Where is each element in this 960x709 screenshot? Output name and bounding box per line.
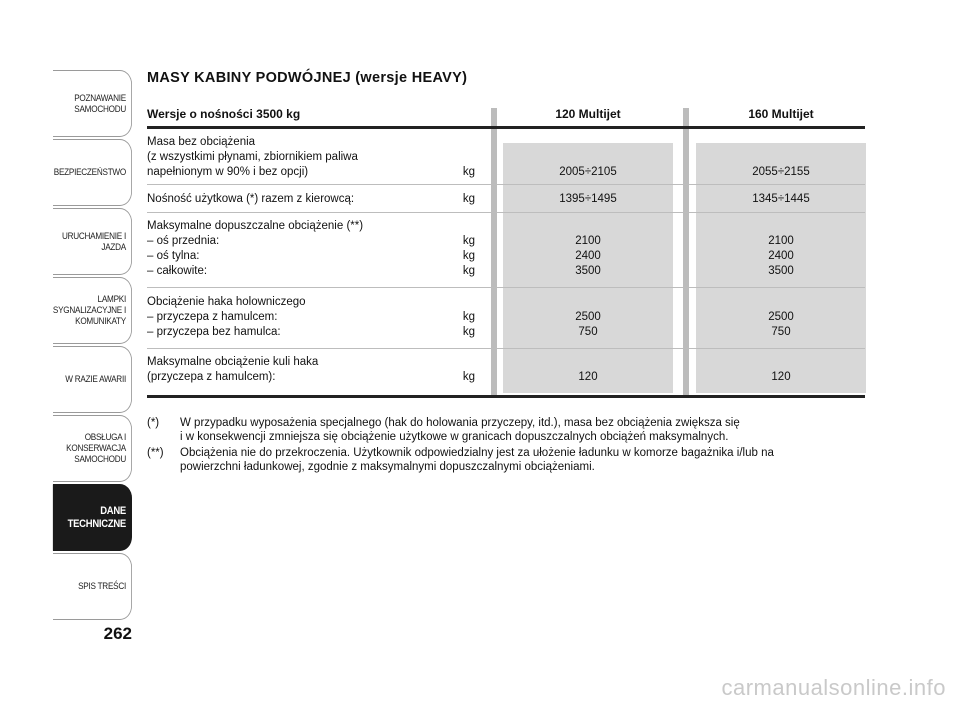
tab-label: DANE TECHNICZNE <box>67 504 126 530</box>
value-120: 120 <box>578 371 598 383</box>
tab-label: SPIS TREŚCI <box>78 581 126 592</box>
footnote-text <box>180 446 867 474</box>
label-line: (przyczepa z hamulcem): <box>147 371 276 383</box>
tab-poznawanie-samochodu[interactable] <box>53 70 132 137</box>
versions-header: Wersje o nośności 3500 kg <box>147 107 301 121</box>
tab-label: POZNAWANIE SAMOCHODU <box>74 92 126 115</box>
tab-uruchamienie-i-jazda[interactable] <box>53 208 132 275</box>
footnote-line: powierzchni ładunkowej, zgodnie z maksymalnymi dopuszczalnymi obciążeniami. <box>180 461 595 473</box>
footnote <box>147 416 867 444</box>
row-label-masa-bez-obciazenia <box>147 135 358 180</box>
tab-obsluga-i-konserwacja[interactable] <box>53 415 132 482</box>
tab-lampki-sygnalizacyjne[interactable] <box>53 277 132 344</box>
value-160: 1345÷1445 <box>752 193 810 205</box>
row-label-nosnosc-uzytkowa <box>147 192 354 207</box>
tab-label: LAMPKI SYGNALIZACYJNE I KOMUNIKATY <box>52 294 126 327</box>
footnotes <box>147 416 867 476</box>
value-120: 3500 <box>575 265 601 277</box>
chapter-tabs <box>40 70 132 622</box>
footnote-text <box>180 416 867 444</box>
unit: kg <box>462 250 475 262</box>
label-line: Maksymalne dopuszczalne obciążenie (**) <box>147 220 364 232</box>
unit: kg <box>462 265 475 277</box>
tab-label: BEZPIECZEŃSTWO <box>53 167 126 178</box>
label-line: Masa bez obciążenia <box>147 136 256 148</box>
row-label-obciazenie-kuli-haka <box>147 355 318 385</box>
tab-spis-tresci[interactable] <box>53 553 132 620</box>
watermark: carmanualsonline.info <box>721 675 946 700</box>
label-line: Maksymalne obciążenie kuli haka <box>147 356 319 368</box>
row-divider <box>147 212 865 213</box>
label-line: – całkowite: <box>147 265 208 277</box>
header-rule <box>147 126 865 129</box>
value-160: 750 <box>771 326 791 338</box>
label-line: (z wszystkimi płynami, zbiornikiem paliwa <box>147 151 358 163</box>
row-divider <box>147 287 865 288</box>
unit: kg <box>462 371 475 383</box>
value-120: 2500 <box>575 311 601 323</box>
row-divider <box>147 348 865 349</box>
label-line: Nośność użytkowa (*) razem z kierowcą: <box>147 193 355 205</box>
row-label-obciazenie-haka <box>147 295 306 340</box>
label-line: – przyczepa z hamulcem: <box>147 311 278 323</box>
footnote-line: Obciążenia nie do przekroczenia. Użytkownik odpowiedzialny jest za ułożenie ładunku w komorze bagażnika i/lub na <box>180 447 774 459</box>
value-160: 2055÷2155 <box>752 166 810 178</box>
page-title: MASY KABINY PODWÓJNEJ (wersje HEAVY) <box>147 70 468 86</box>
column-header-120-multijet: 120 Multijet <box>555 107 621 121</box>
tab-label: OBSŁUGA I KONSERWACJA SAMOCHODU <box>66 432 126 465</box>
label-line: – oś przednia: <box>147 235 220 247</box>
footnote <box>147 446 867 474</box>
unit: kg <box>462 311 475 323</box>
unit: kg <box>462 193 475 205</box>
label-line: – przyczepa bez hamulca: <box>147 326 281 338</box>
value-120: 2400 <box>575 250 601 262</box>
footnote-line: W przypadku wyposażenia specjalnego (hak do holowania przyczepy, itd.), masa bez obciążenia zwiększa się <box>180 417 740 429</box>
unit: kg <box>462 166 475 178</box>
label-line: – oś tylna: <box>147 250 200 262</box>
column-header-160-multijet: 160 Multijet <box>748 107 814 121</box>
value-120: 750 <box>578 326 598 338</box>
footnote-line: i w konsekwencji zmniejsza się obciążenie użytkowe w granicach dopuszczalnych obciążeń maksymalnych. <box>180 431 729 443</box>
footnote-mark: (**) <box>147 447 164 459</box>
tab-bezpieczenstwo[interactable] <box>53 139 132 206</box>
value-160: 2400 <box>768 250 794 262</box>
unit: kg <box>462 326 475 338</box>
label-line: napełnionym w 90% i bez opcji) <box>147 166 309 178</box>
tab-label: W RAZIE AWARII <box>65 374 126 385</box>
column-separator <box>683 108 689 398</box>
tab-label: URUCHAMIENIE I JAZDA <box>61 230 126 253</box>
tab-dane-techniczne[interactable] <box>53 484 132 551</box>
row-label-maksymalne-obciazenie <box>147 219 363 279</box>
tab-w-razie-awarii[interactable] <box>53 346 132 413</box>
page-number: 262 <box>103 624 132 643</box>
value-160: 3500 <box>768 265 794 277</box>
row-divider <box>147 184 865 185</box>
unit: kg <box>462 235 475 247</box>
value-120: 1395÷1495 <box>559 193 617 205</box>
label-line: Obciążenie haka holowniczego <box>147 296 306 308</box>
value-160: 2500 <box>768 311 794 323</box>
table-bottom-rule <box>147 395 865 398</box>
footnote-mark: (*) <box>147 417 160 429</box>
value-120: 2100 <box>575 235 601 247</box>
value-160: 2100 <box>768 235 794 247</box>
column-separator <box>491 108 497 398</box>
value-160: 120 <box>771 371 791 383</box>
value-120: 2005÷2105 <box>559 166 617 178</box>
